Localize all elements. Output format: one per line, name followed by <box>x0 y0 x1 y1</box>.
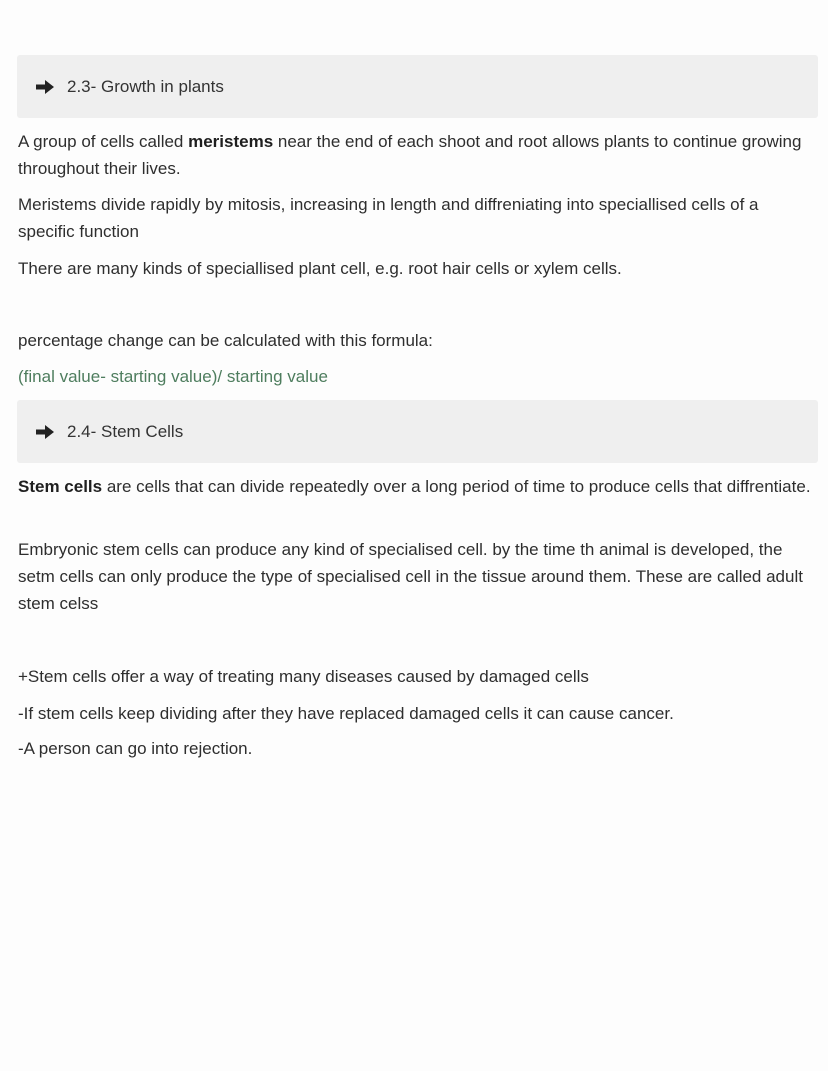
paragraph-percentage-change: percentage change can be calculated with this formula: <box>18 331 433 350</box>
paragraph-embryonic-stem-cells: Embryonic stem cells can produce any kind of specialised cell. by the time th animal is developed, the setm cells can only produce the type of specialised cell in the tissue around them. These are called adult stem celss <box>18 540 803 613</box>
paragraph-stem-cells-definition: Stem cells are cells that can divide repeatedly over a long period of time to produce cells that diffrentiate. <box>18 477 811 496</box>
term-stem-cells: Stem cells <box>18 477 103 496</box>
arrow-right-icon <box>35 425 55 439</box>
paragraph-stem-cells-con-rejection: -A person can go into rejection. <box>18 739 253 758</box>
section-header-growth-in-plants[interactable] <box>17 55 818 118</box>
paragraph-stem-cells-pro: +Stem cells offer a way of treating many diseases caused by damaged cells <box>18 667 589 686</box>
formula-text: (final value- starting value)/ starting value <box>18 367 328 386</box>
section-title: 2.4- Stem Cells <box>67 421 184 441</box>
paragraph-stem-cells-con-cancer: -If stem cells keep dividing after they have replaced damaged cells it can cause cancer. <box>18 704 674 723</box>
arrow-right-icon <box>35 80 55 94</box>
term-meristems: meristems <box>188 132 274 151</box>
paragraph-specialised-cells: There are many kinds of speciallised plant cell, e.g. root hair cells or xylem cells. <box>18 259 622 278</box>
section-header-stem-cells[interactable] <box>17 400 818 463</box>
section-title: 2.3- Growth in plants <box>67 76 224 96</box>
paragraph-meristem-division: Meristems divide rapidly by mitosis, increasing in length and diffreniating into speciallised cells of a specific function <box>18 195 759 241</box>
paragraph-meristems: A group of cells called meristems near the end of each shoot and root allows plants to continue growing throughout their lives. <box>18 132 802 178</box>
